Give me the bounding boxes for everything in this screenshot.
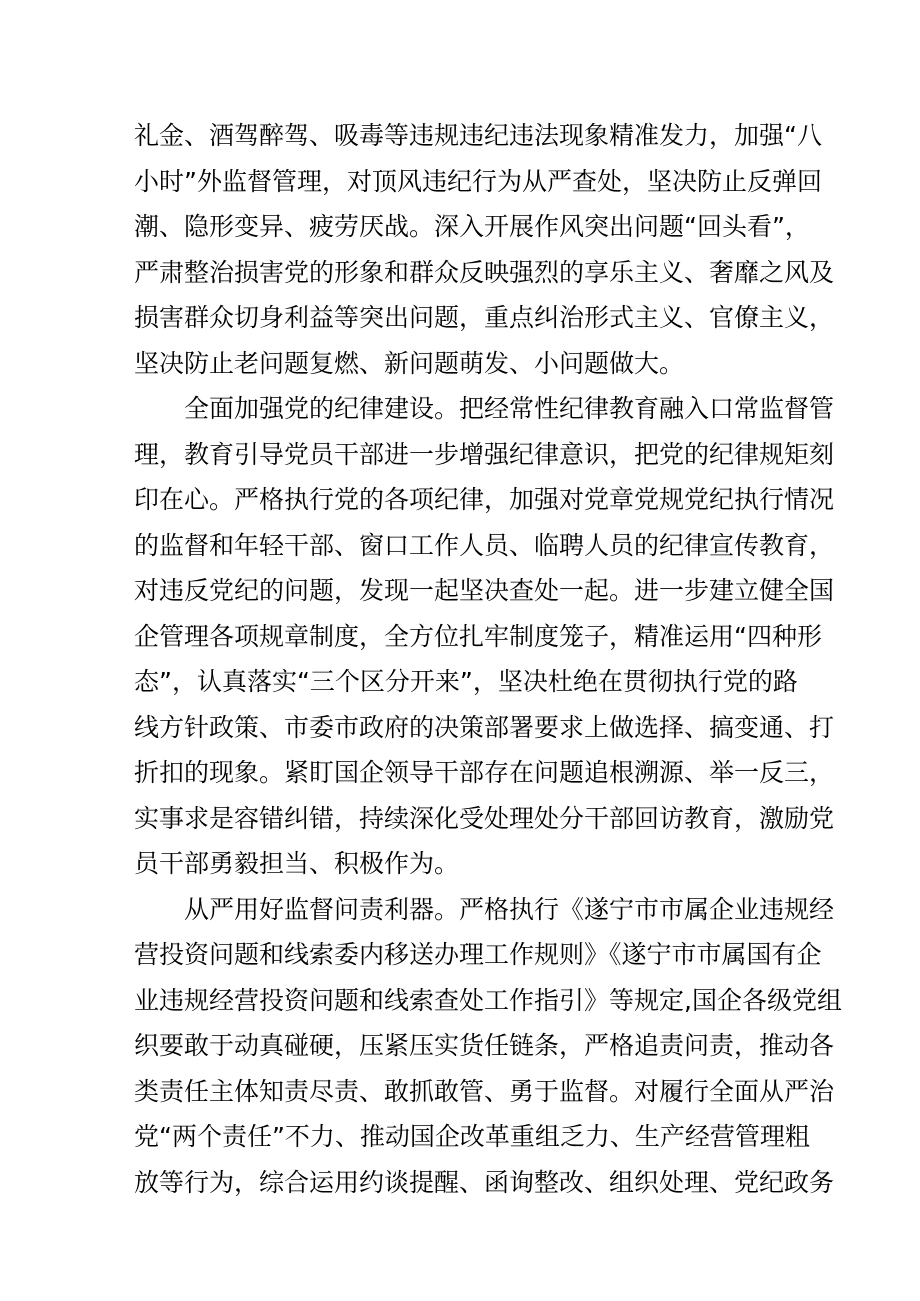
text-line: 从严用好监督问责利器。严格执行《遂宁市市属企业违规经 [184, 894, 835, 924]
text-line: 全面加强党的纪律建设。把经常性纪律教育融入口常监督管 [184, 394, 835, 423]
text-line: 员干部勇毅担当、积极作为。 [134, 849, 460, 878]
text-line: 营投资问题和线索委内移送办理工作规则》《遂宁市市属国有企 [134, 940, 822, 969]
text-line: 损害群众切身利益等突出问题，重点纠治形式主义、官僚主义， [134, 303, 835, 332]
document-page [134, 113, 842, 1205]
text-line: 对违反党纪的问题，发现一起坚决查处一起。进一步建立健全国 [134, 576, 835, 605]
text-line: 严肃整治损害党的形象和群众反映强烈的享乐主义、奢靡之风及 [134, 257, 835, 287]
text-line: 潮、隐形变异、疲劳厌战。深入开展作风突出问题“回头看”， [134, 212, 810, 241]
text-line: 礼金、酒驾醉驾、吸毒等违规违纪违法现象精准发力，加强“八 [134, 121, 822, 150]
text-line: 业违规经营投资问题和线索查处工作指引》等规定,国企各级党组 [134, 985, 842, 1015]
text-line: 的监督和年轻干部、窗口工作人员、临聘人员的纪律宣传教育， [134, 530, 835, 560]
text-line: 印在心。严格执行党的各项纪律，加强对党章党规党纪执行情况 [134, 485, 835, 514]
text-line: 小时”外监督管理，对顶风违纪行为从严查处，坚决防止反弹回 [134, 166, 822, 196]
text-line: 类责任主体知责尽责、敢抓敢管、勇于监督。对履行全面从严治 [134, 1076, 835, 1106]
text-line: 线方针政策、市委市政府的决策部署要求上做选择、搞变通、打 [134, 712, 835, 742]
text-line: 态”，认真落实“三个区分开来”，坚决杜绝在贯彻执行党的路 [134, 667, 798, 696]
text-line: 织要敢于动真碰硬，压紧压实货任链条，严格追责问责，推动各 [134, 1031, 835, 1060]
paragraph [134, 113, 835, 386]
paragraph [134, 386, 835, 887]
text-line: 折扣的现象。紧盯国企领导干部存在问题追根溯源、举一反三， [134, 758, 835, 787]
text-line: 党“两个责任”不力、推动国企改革重组乏力、生产经营管理粗 [134, 1122, 810, 1151]
text-line: 企管理各项规章制度，全方位扎牢制度笼子，精准运用“四种形 [134, 621, 822, 651]
text-line: 放等行为，综合运用约谈提醒、函询整改、组织处理、党纪政务 [134, 1167, 835, 1197]
text-line: 实事求是容错纠错，持续深化受处理处分干部回访教育，激励党 [134, 803, 835, 833]
text-line: 理，教育引导党员干部进一步增强纪律意识，把党的纪律规矩刻 [134, 439, 835, 469]
text-line: 坚决防止老问题复燃、新问题萌发、小问题做大。 [134, 348, 685, 378]
paragraph [134, 887, 842, 1206]
